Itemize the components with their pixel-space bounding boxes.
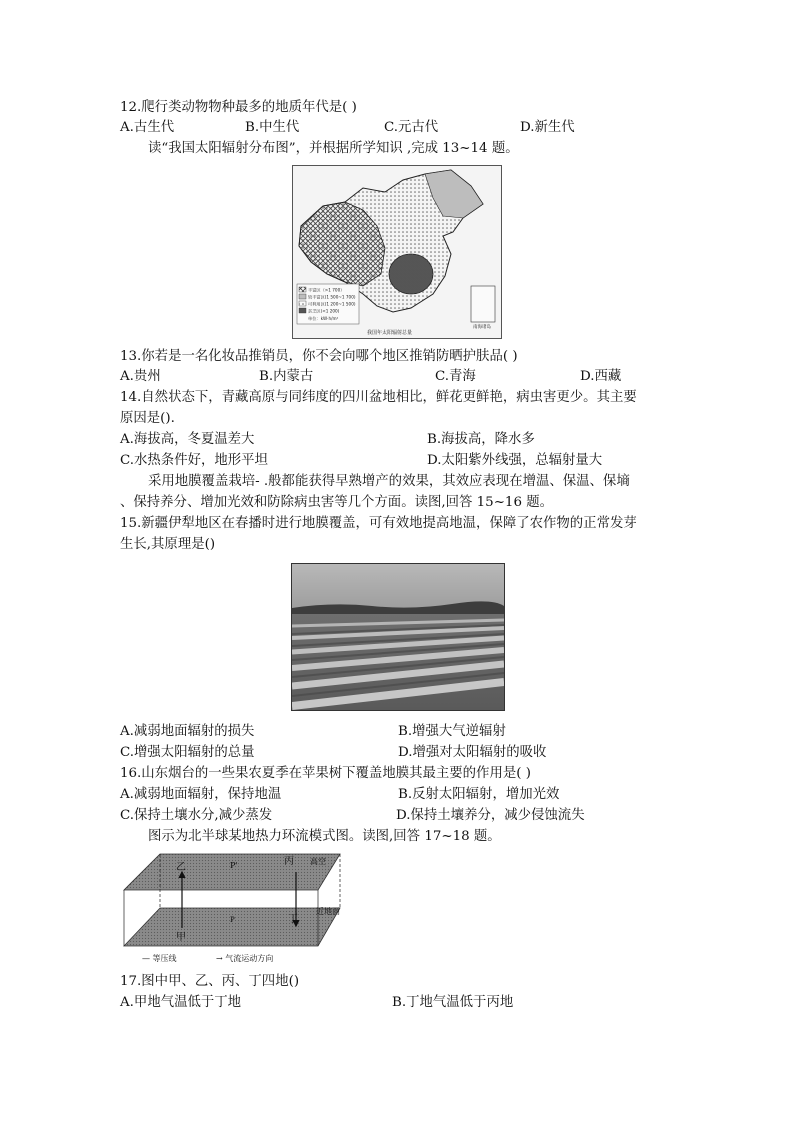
label-p-lower: P [230, 916, 235, 924]
label-yi: 乙 [176, 862, 186, 873]
label-ding: 丁 [288, 914, 298, 925]
map-caption: 我国年太阳辐射总量 [367, 330, 413, 336]
legend-unit: 单位：kW·h/m² [308, 316, 339, 321]
south-sea-inset [471, 286, 495, 322]
legend-flow: → 气流运动方向 [216, 954, 274, 963]
q17-stem: 17.图中甲、乙、丙、丁四地() [120, 974, 300, 989]
upper-plane [124, 854, 340, 890]
q14-option-a: A.海拔高，冬夏温差大 [120, 432, 255, 447]
q13-stem: 13.你若是一名化妆品推销员，你不会向哪个地区推销防晒护肤品( ) [120, 349, 518, 364]
q14-option-c: C.水热条件好，地形平坦 [120, 453, 268, 468]
q13-option-b: B.内蒙古 [259, 369, 314, 384]
intro-15-16-line1: 采用地膜覆盖栽培- .般都能获得早熟增产的效果，其效应表现在增温、保温、保墒 [148, 474, 630, 489]
q12-stem: 12.爬行类动物物种最多的地质年代是( ) [120, 100, 357, 115]
q14-stem-line2: 原因是(). [120, 411, 175, 426]
label-high: 高空 [310, 857, 326, 866]
intro-15-16-line2: 、保持养分、增加光效和防除病虫害等几个方面。读图,回答 15~16 题。 [120, 495, 554, 510]
q13-option-c: C.青海 [435, 369, 476, 384]
q16-option-c: C.保持土壤水分,减少蒸发 [120, 808, 273, 823]
q15-option-c: C.增强太阳辐射的总量 [120, 745, 255, 760]
q15-option-d: D.增强对太阳辐射的吸收 [398, 745, 547, 760]
q16-option-d: D.保持土壤养分，减少侵蚀流失 [396, 808, 585, 823]
q17-option-b: B.丁地气温低于丙地 [392, 995, 514, 1010]
label-bing: 丙 [284, 856, 294, 867]
plastic-mulch-field-photo [291, 563, 505, 711]
q12-option-d: D.新生代 [520, 120, 575, 135]
q15-option-b: B.增强大气逆辐射 [398, 724, 506, 739]
q14-option-d: D.太阳紫外线强，总辐射量大 [427, 453, 603, 468]
q15-option-a: A.减弱地面辐射的损失 [120, 724, 255, 739]
q12-option-b: B.中生代 [245, 120, 300, 135]
q16-option-b: B.反射太阳辐射，增加光效 [398, 787, 560, 802]
label-ground: 近地面 [316, 907, 340, 916]
label-p-upper: P' [230, 861, 238, 870]
thermal-circulation-diagram [120, 850, 352, 966]
solar-radiation-map [292, 165, 502, 339]
q14-stem-line1: 14.自然状态下，青藏高原与同纬度的四川盆地相比，鲜花更鲜艳，病虫害更少。其主要 [120, 390, 637, 405]
q12-option-a: A.古生代 [120, 120, 175, 135]
intro-13-14: 读“我国太阳辐射分布图”，并根据所学知识 ,完成 13~14 题。 [148, 141, 519, 156]
q16-stem: 16.山东烟台的一些果农夏季在苹果树下覆盖地膜其最主要的作用是( ) [120, 766, 531, 781]
intro-17-18: 图示为北半球某地热力环流模式图。读图,回答 17~18 题。 [148, 829, 501, 844]
q13-option-a: A.贵州 [120, 369, 161, 384]
q14-option-b: B.海拔高，降水多 [427, 432, 535, 447]
legend-isobar: — 等压线 [142, 954, 177, 963]
q13-option-d: D.西藏 [580, 369, 622, 384]
legend-poor: 贫乏区(<1 200) [308, 308, 340, 314]
lower-plane [124, 908, 340, 946]
q15-stem-line1: 15.新疆伊犁地区在春播时进行地膜覆盖，可有效地提高地温，保障了农作物的正常发芽 [120, 516, 637, 531]
q17-option-a: A.甲地气温低于丁地 [120, 995, 242, 1010]
legend-fairly-rich: 较丰富区(1 500~1 700) [308, 294, 356, 300]
label-jia: 甲 [176, 932, 186, 943]
q16-option-a: A.减弱地面辐射，保持地温 [120, 787, 282, 802]
legend-rich: 丰富区（>1 700） [308, 287, 345, 293]
inset-label: 南海诸岛 [473, 325, 491, 330]
q15-stem-line2: 生长,其原理是() [120, 537, 216, 552]
q12-option-c: C.元古代 [384, 120, 439, 135]
legend-usable: 可利用区(1 200~1 500) [308, 301, 356, 307]
